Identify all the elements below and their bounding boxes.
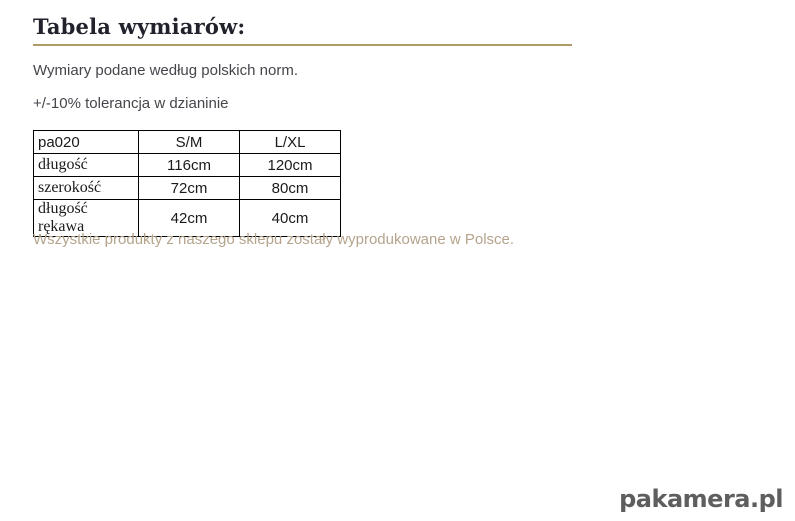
pakamera-logo: pakamera.pl <box>619 485 783 513</box>
row-label-sleeve-length: długość rękawa <box>34 200 139 237</box>
size-lxl-header-cell: L/XL <box>240 131 341 154</box>
row-label-width: szerokość <box>34 177 139 200</box>
norms-note: Wymiary podane według polskich norm. <box>33 62 298 79</box>
width-sm-value: 72cm <box>139 177 240 200</box>
section-title: Tabela wymiarów: <box>33 14 246 39</box>
product-code-cell: pa020 <box>34 131 139 154</box>
width-lxl-value: 80cm <box>240 177 341 200</box>
size-table-header-row <box>34 131 341 154</box>
length-sm-value: 116cm <box>139 154 240 177</box>
sleeve-sm-value: 42cm <box>139 200 240 237</box>
tolerance-note: +/-10% tolerancja w dzianinie <box>33 95 229 112</box>
length-lxl-value: 120cm <box>240 154 341 177</box>
row-label-length: długość <box>34 154 139 177</box>
size-table-row-length <box>34 154 341 177</box>
size-table <box>33 130 341 237</box>
title-underline <box>33 44 572 46</box>
made-in-poland-note: Wszystkie produkty z naszego sklepu zostały wyprodukowane w Polsce. <box>33 231 515 248</box>
size-table-row-width <box>34 177 341 200</box>
size-sm-header-cell: S/M <box>139 131 240 154</box>
sleeve-lxl-value: 40cm <box>240 200 341 237</box>
